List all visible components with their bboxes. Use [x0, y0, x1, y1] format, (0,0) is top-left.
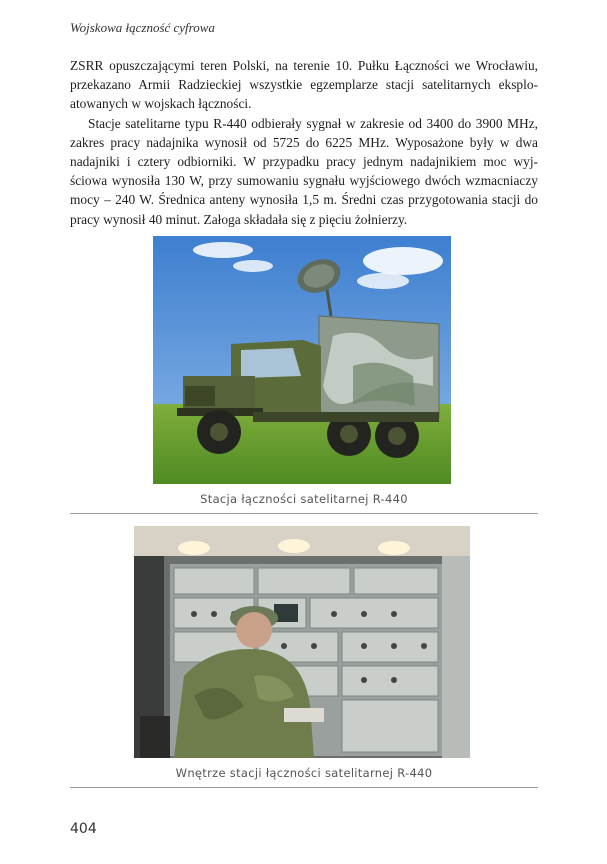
- figure-caption: Wnętrze stacji łączności satelitarnej R-440: [175, 766, 433, 780]
- interior-photo: [134, 526, 470, 758]
- figure-caption: Stacja łączności satelitarnej R-440: [200, 492, 408, 506]
- truck-photo: [153, 236, 451, 484]
- running-header: Wojskowa łączność cyfrowa: [70, 20, 215, 35]
- caption-divider: [70, 513, 538, 514]
- body-text: [70, 56, 538, 229]
- paragraph: ZSRR opuszczającymi teren Polski, na terenie 10. Pułku Łączności we Wrocławiu, przekazano Armii Radzieckiej wszystkie egzemplarze stacji satelitarnych eksplo-atowanych w wojskach łączności.: [70, 58, 538, 112]
- paragraph: Stacje satelitarne typu R-440 odbierały sygnał w zakresie od 3400 do 3900 MHz, zakres pracy nadajnika wynosił od 5725 do 6225 MHz. Wyposażone były w dwa nadajniki i cztery odbiorniki. W przypadku pracy jednym nadajnikiem moc wyj-ściowa wynosiła 130 W, przy sumowaniu sygnału wyjściowego dwóch wzmacniaczy mocy – 240 W. Średnica anteny wynosiła 1,5 m. Średni czas przygotowania stacji do pracy wynosił 40 minut. Załoga składała się z pięciu żołnierzy.: [70, 115, 538, 227]
- page-number: 404: [70, 821, 97, 837]
- caption-divider: [70, 787, 538, 788]
